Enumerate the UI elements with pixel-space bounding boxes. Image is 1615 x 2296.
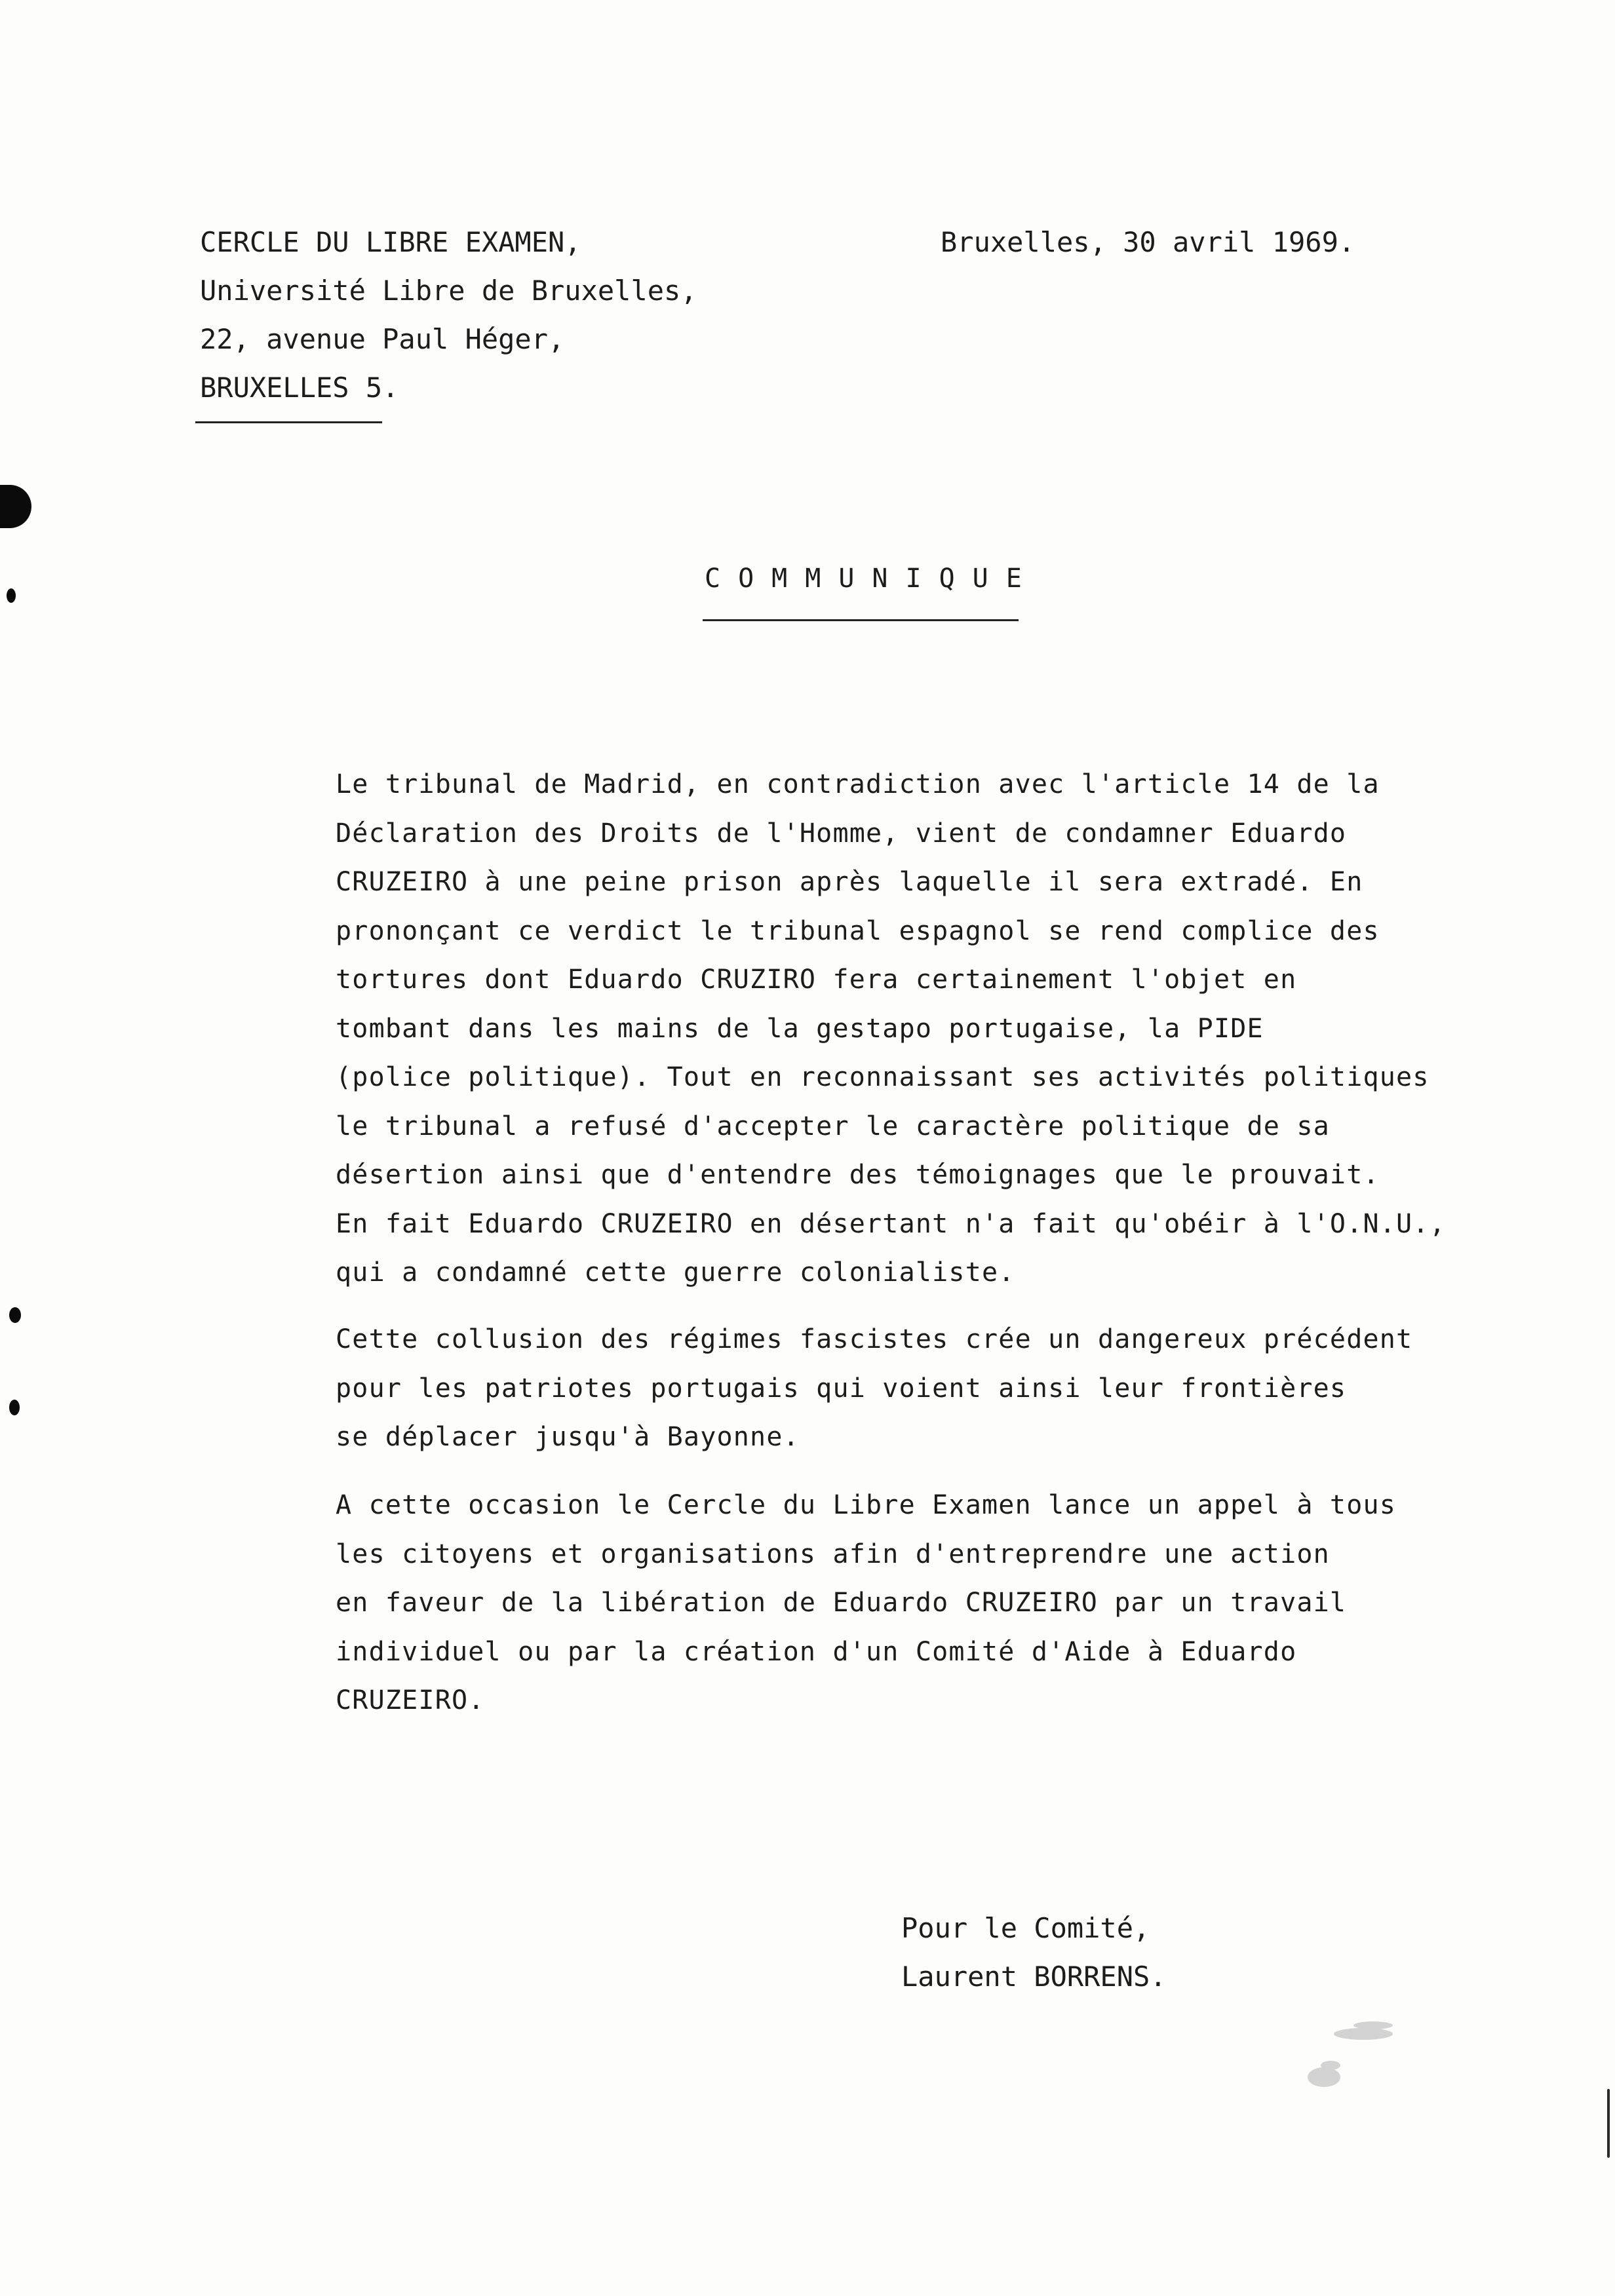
- body-paragraph-3: [336, 1481, 1396, 1725]
- paragraph-line: tombant dans les mains de la gestapo portugaise, la PIDE: [336, 1013, 1264, 1044]
- title-underline: [703, 619, 1019, 621]
- sender-organization: CERCLE DU LIBRE EXAMEN,: [200, 226, 581, 258]
- ink-smudge: [1308, 2021, 1439, 2100]
- paragraph-line: prononçant ce verdict le tribunal espagnol se rend complice des: [336, 915, 1380, 946]
- paragraph-line: A cette occasion le Cercle du Libre Examen lance un appel à tous: [336, 1490, 1397, 1520]
- sender-underline: [195, 421, 382, 423]
- paragraph-line: Le tribunal de Madrid, en contradiction avec l'article 14 de la: [336, 769, 1380, 799]
- body-paragraph-1: [336, 760, 1446, 1297]
- paragraph-line: CRUZEIRO à une peine prison après laquelle il sera extradé. En: [336, 867, 1363, 897]
- punch-hole-mark: [9, 1307, 21, 1323]
- punch-hole-mark: [9, 1400, 20, 1415]
- paragraph-line: désertion ainsi que d'entendre des témoignages que le prouvait.: [336, 1160, 1380, 1190]
- sender-address-block: [200, 218, 697, 412]
- paragraph-line: en faveur de la libération de Eduardo CRUZEIRO par un travail: [336, 1588, 1347, 1618]
- sender-city: BRUXELLES 5.: [200, 372, 399, 404]
- paragraph-line: se déplacer jusqu'à Bayonne.: [336, 1422, 800, 1452]
- sender-street: 22, avenue Paul Héger,: [200, 323, 565, 355]
- signatory-name: Laurent BORRENS.: [901, 1961, 1167, 1993]
- punch-hole-mark: [7, 588, 16, 603]
- paragraph-line: CRUZEIRO.: [336, 1685, 485, 1715]
- punch-hole-mark: [0, 485, 31, 528]
- paragraph-line: qui a condamné cette guerre colonialiste.: [336, 1257, 1015, 1288]
- body-paragraph-2: [336, 1315, 1412, 1462]
- paragraph-line: En fait Eduardo CRUZEIRO en désertant n'a fait qu'obéir à l'O.N.U.,: [336, 1208, 1446, 1239]
- paragraph-line: tortures dont Eduardo CRUZIRO fera certainement l'objet en: [336, 965, 1297, 995]
- paragraph-line: le tribunal a refusé d'accepter le caractère politique de sa: [336, 1111, 1330, 1141]
- paragraph-line: Déclaration des Droits de l'Homme, vient de condamner Eduardo: [336, 818, 1347, 849]
- closing-block: [901, 1904, 1167, 2001]
- paragraph-line: les citoyens et organisations afin d'entreprendre une action: [336, 1539, 1330, 1569]
- sender-university: Université Libre de Bruxelles,: [200, 275, 697, 307]
- closing-line: Pour le Comité,: [901, 1912, 1150, 1944]
- document-title: COMMUNIQUE: [705, 564, 1040, 594]
- paragraph-line: individuel ou par la création d'un Comité d'Aide à Eduardo: [336, 1636, 1297, 1667]
- dateline: Bruxelles, 30 avril 1969.: [941, 226, 1355, 258]
- margin-mark: [1607, 2089, 1610, 2158]
- paragraph-line: pour les patriotes portugais qui voient ainsi leur frontières: [336, 1373, 1347, 1404]
- paragraph-line: (police politique). Tout en reconnaissant ses activités politiques: [336, 1062, 1430, 1092]
- paragraph-line: Cette collusion des régimes fascistes crée un dangereux précédent: [336, 1324, 1413, 1354]
